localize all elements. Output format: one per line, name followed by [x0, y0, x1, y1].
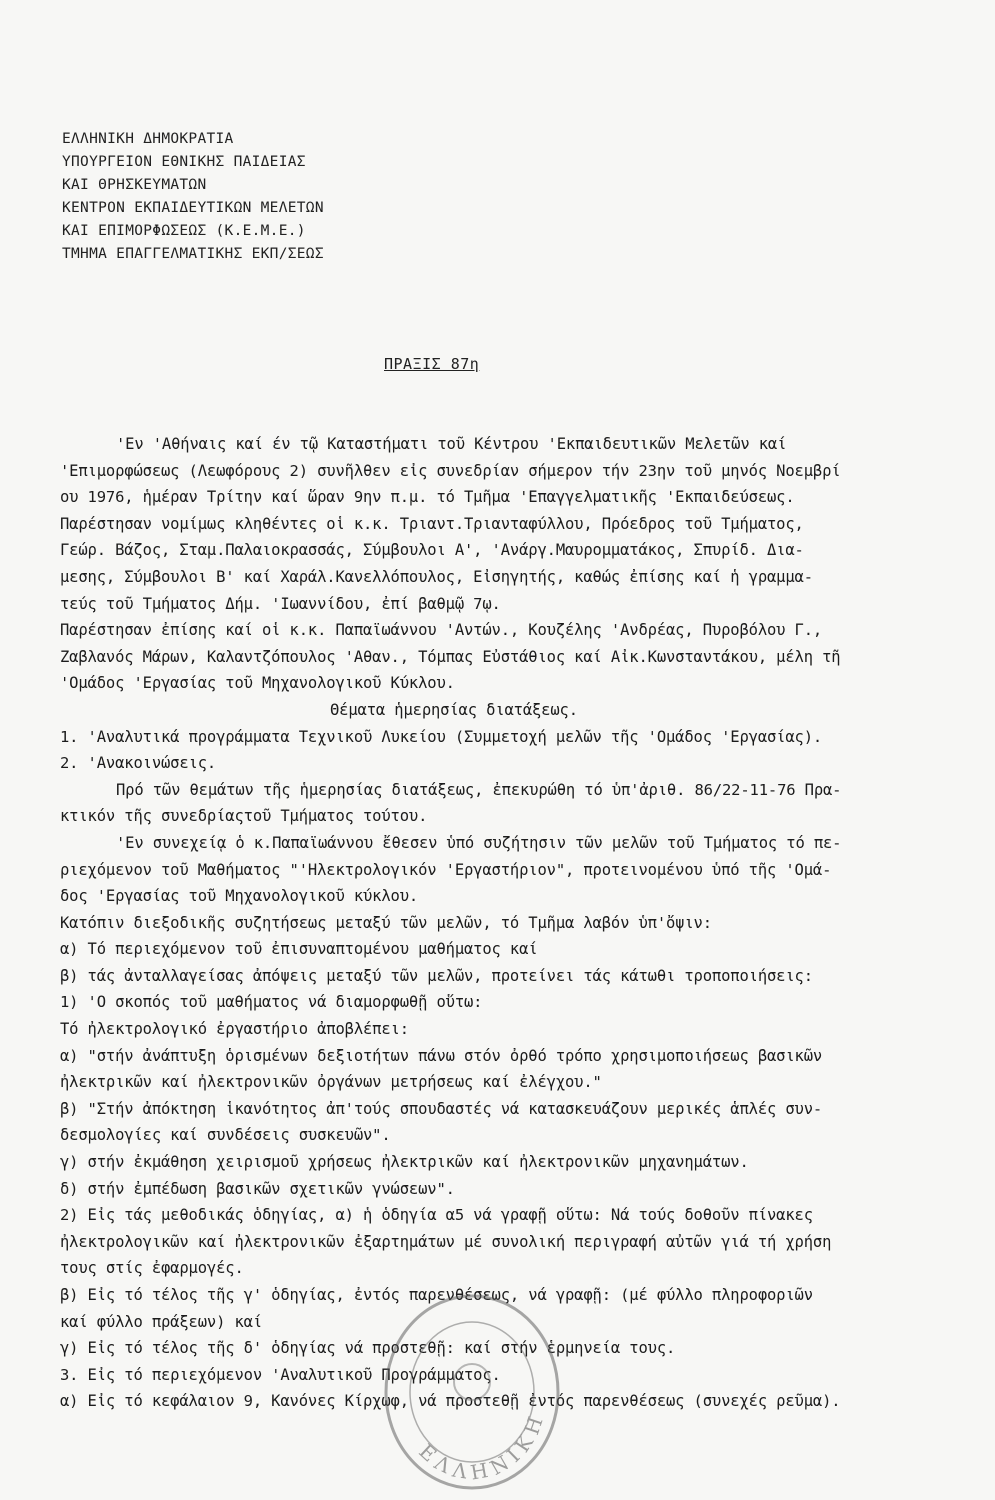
seal-text: ΕΛΛΗΝΙΚΗ: [414, 1407, 550, 1485]
text-line: 'Επιμορφώσεως (Λεωφόρους 2) συνῆλθεν εἰς συνεδρίαν σήμερον τήν 23ην τοῦ μηνός Νοεμβρί: [60, 461, 841, 480]
text-line: 1) 'Ο σκοπός τοῦ μαθήματος νά διαμορφωθῇ οὕτω:: [60, 993, 483, 1012]
text-line: δεσμολογίες καί συνδέσεις συσκευῶν".: [60, 1126, 391, 1145]
text-line: α) Τό περιεχόμενον τοῦ ἐπισυναπτομένου μαθήματος καί: [60, 940, 538, 959]
text-line: 3. Εἰς τό περιεχόμενον 'Αναλυτικοῦ Προγράμματος.: [60, 1365, 501, 1384]
letterhead-line: ΥΠΟΥΡΓΕΙΟΝ ΕΘΝΙΚΗΣ ΠΑΙΔΕΙΑΣ: [62, 154, 306, 170]
text-line: ἠλεκτρικῶν καί ἠλεκτρονικῶν ὀργάνων μετρήσεως καί ἐλέγχου.": [60, 1073, 602, 1092]
text-line: τους στίς ἐφαρμογές.: [60, 1259, 244, 1278]
text-line: δ) στήν ἐμπέδωση βασικῶν σχετικῶν γνώσεων".: [60, 1179, 455, 1198]
letterhead-line: ΚΑΙ ΕΠΙΜΟΡΦΩΣΕΩΣ (Κ.Ε.Μ.Ε.): [62, 223, 306, 239]
text-line: τεύς τοῦ Τμήματος Δήμ. 'Ιωαννίδου, ἐπί βαθμῷ 7ῳ.: [60, 594, 501, 613]
text-line: 'Εν 'Αθήναις καί έν τῷ Καταστήματι τοῦ Κέντρου 'Εκπαιδευτικῶν Μελετῶν καί: [116, 435, 787, 453]
text-line: Ζαβλανός Μάρων, Καλαντζόπουλος 'Αθαν., Τόμπας Εὐστάθιος καί Αἰκ.Κωνσταντάκου, μέλη τῆ: [60, 647, 841, 666]
text-line: α) "στήν ἀνάπτυξη ὁρισμένων δεξιοτήτων πάνω στόν ὀρθό τρόπο χρησιμοποιήσεως βασικῶν: [60, 1046, 823, 1065]
text-line: κτικόν τῆς συνεδρίαςτοῦ Τμήματος τούτου.: [60, 807, 428, 826]
document-title: ΠΡΑΞΙΣ 87η: [384, 355, 480, 373]
text-line: καί φύλλο πράξεων) καί: [60, 1312, 262, 1331]
document-body: [60, 431, 990, 1415]
text-line: δος 'Εργασίας τοῦ Μηχανολογικοῦ κύκλου.: [60, 887, 419, 906]
text-line: 2) Εἰς τάς μεθοδικάς ὁδηγίας, α) ἡ ὁδηγία α5 νά γραφῇ οὕτω: Νά τούς δοθοῦν πίνακες: [60, 1206, 813, 1225]
letterhead-line: ΕΛΛΗΝΙΚΗ ΔΗΜΟΚΡΑΤΙΑ: [62, 131, 234, 147]
text-line: Παρέστησαν νομίμως κληθέντες οἱ κ.κ. Τριαντ.Τριανταφύλλου, Πρόεδρος τοῦ Τμήματος,: [60, 514, 804, 533]
text-line: Τό ἠλεκτρολογικό ἐργαστήριο ἀποβλέπει:: [60, 1020, 409, 1039]
text-line: γ) Εἰς τό τέλος τῆς δ' ὁδηγίας νά προστεθῇ: καί στήν ἑρμηνεία τους.: [60, 1339, 676, 1358]
text-line: 'Ομάδος 'Εργασίας τοῦ Μηχανολογικοῦ Κύκλου.: [60, 674, 455, 693]
text-line: Πρό τῶν θεμάτων τῆς ἡμερησίας διατάξεως, ἐπεκυρώθη τό ὑπ'ἀριθ. 86/22-11-76 Πρα-: [116, 780, 842, 799]
text-line: μεσης, Σύμβουλοι Β' καί Χαράλ.Κανελλόπουλος, Εἰσηγητής, καθώς ἐπίσης καί ἡ γραμμα-: [60, 567, 813, 586]
text-line: Θέματα ἡμερησίας διατάξεως.: [330, 700, 578, 719]
text-line: β) τάς ἀνταλλαγείσας ἀπόψεις μεταξύ τῶν μελῶν, προτείνει τάς κάτωθι τροποποιήσεις:: [60, 966, 813, 985]
letterhead: [62, 128, 422, 266]
text-line: ριεχόμενον τοῦ Μαθήματος "'Ηλεκτρολογικόν 'Εργαστήριον", προτεινομένου ὑπό τῆς 'Ομά-: [60, 860, 832, 879]
text-line: ἠλεκτρολογικῶν καί ἠλεκτρονικῶν ἐξαρτημάτων μέ συνολική περιγραφή αὐτῶν γιά τή χρήση: [60, 1232, 832, 1251]
text-line: Γεώρ. Βάζος, Σταμ.Παλαιοκρασσάς, Σύμβουλοι Α', 'Ανάργ.Μαυρομματάκος, Σπυρίδ. Δια-: [60, 541, 804, 560]
text-line: γ) στήν ἐκμάθηση χειρισμοῦ χρήσεως ἠλεκτρικῶν καί ἠλεκτρονικῶν μηχανημάτων.: [60, 1153, 749, 1172]
text-line: 1. 'Αναλυτικά προγράμματα Τεχνικοῦ Λυκείου (Συμμετοχή μελῶν τῆς 'Ομάδος 'Εργασίας).: [60, 727, 823, 746]
letterhead-line: ΤΜΗΜΑ ΕΠΑΓΓΕΛΜΑΤΙΚΗΣ ΕΚΠ/ΣΕΩΣ: [62, 246, 324, 262]
text-line: Κατόπιν διεξοδικῆς συζητήσεως μεταξύ τῶν μελῶν, τό Τμῆμα λαβόν ὑπ'ὄψιν:: [60, 913, 712, 932]
text-line: ου 1976, ἡμέραν Τρίτην καί ὥραν 9ην π.μ. τό Τμῆμα 'Επαγγελματικῆς 'Εκπαιδεύσεως.: [60, 488, 795, 507]
text-line: 'Εν συνεχείᾳ ὁ κ.Παπαϊωάννου ἔθεσεν ὑπό συζήτησιν τῶν μελῶν τοῦ Τμήματος τό πε-: [116, 833, 842, 852]
text-line: 2. 'Ανακοινώσεις.: [60, 754, 217, 773]
text-line: β) "Στήν ἀπόκτηση ἱκανότητος ἀπ'τούς σπουδαστές νά κατασκευάζουν μερικές ἁπλές συν-: [60, 1099, 823, 1118]
text-line: α) Εἰς τό κεφάλαιον 9, Κανόνες Κίρχωφ, νά προστεθῇ ἐντός παρενθέσεως (συνεχές ρεῦμα).: [60, 1392, 841, 1411]
letterhead-line: ΚΑΙ ΘΡΗΣΚΕΥΜΑΤΩΝ: [62, 177, 207, 193]
text-line: β) Εἰς τό τέλος τῆς γ' ὁδηγίας, ἐντός παρενθέσεως, νά γραφῇ: (μέ φύλλο πληροφοριῶν: [60, 1286, 813, 1304]
letterhead-line: ΚΕΝΤΡΟΝ ΕΚΠΑΙΔΕΥΤΙΚΩΝ ΜΕΛΕΤΩΝ: [62, 200, 324, 216]
text-line: Παρέστησαν ἐπίσης καί οἱ κ.κ. Παπαϊωάννου 'Αντών., Κουζέλης 'Ανδρέας, Πυροβόλου Γ.,: [60, 621, 823, 640]
